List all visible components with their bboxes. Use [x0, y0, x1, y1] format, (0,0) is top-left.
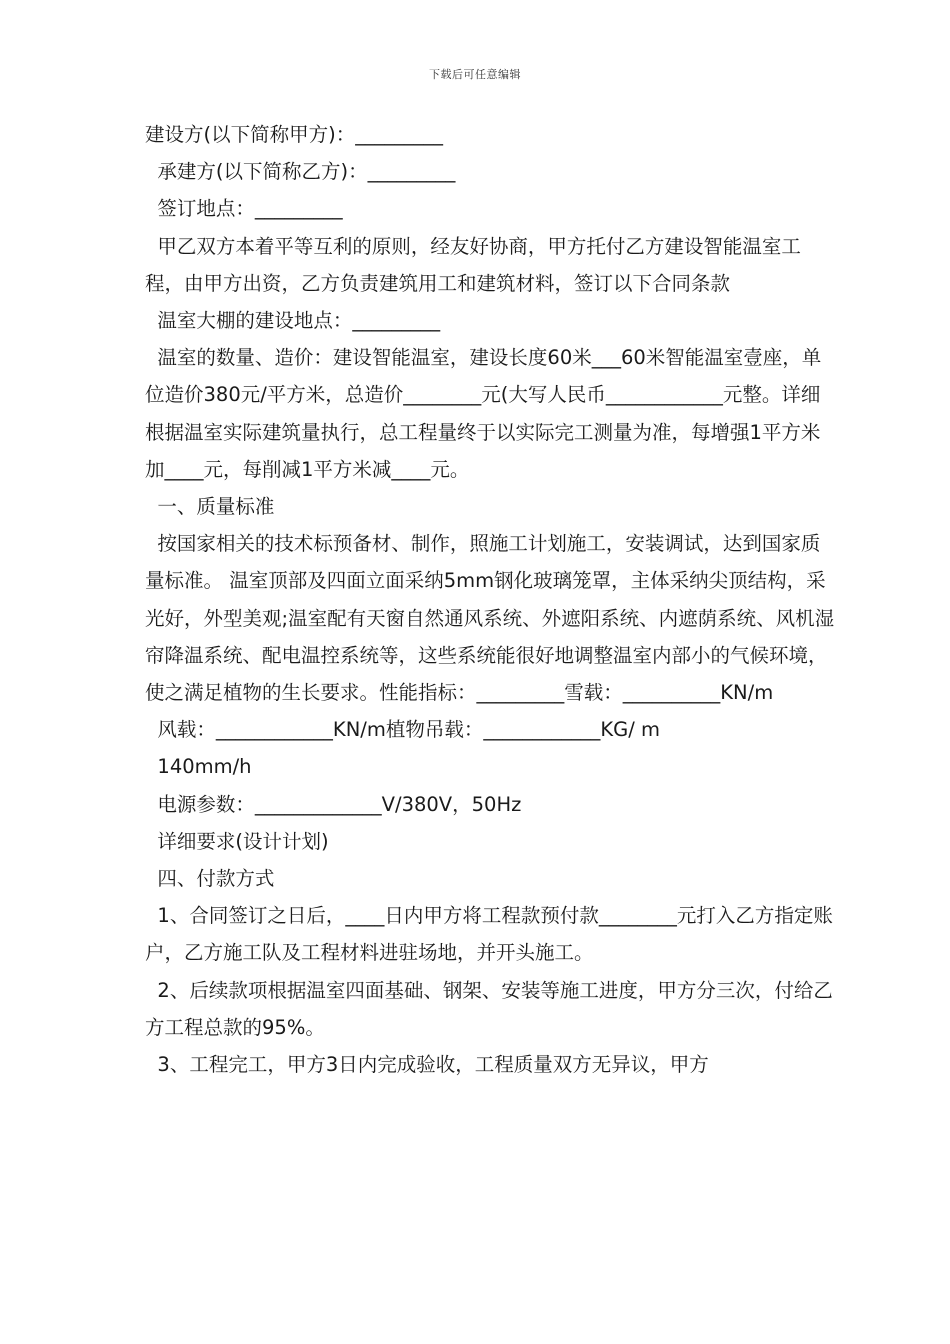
payment-clause-3: 3、工程完工，甲方3日内完成验收，工程质量双方无异议，甲方 — [145, 1053, 709, 1077]
party-a-line: 建设方(以下简称甲方)：_________ — [145, 123, 443, 146]
section-heading-quality: 一、质量标准 — [145, 495, 275, 519]
signing-place-line: 签订地点：_________ — [145, 197, 343, 221]
preamble-paragraph: 甲乙双方本着平等互利的原则，经友好协商，甲方托付乙方建设智能温室工程，由甲方出资，乙方负责建筑用工和建筑材料，签订以下合同条款 — [145, 234, 801, 295]
rain-line: 140mm/h — [145, 755, 252, 779]
site-location-line: 温室大棚的建设地点：_________ — [145, 309, 441, 333]
party-b-line: 承建方(以下简称乙方)：_________ — [145, 160, 456, 184]
section-heading-payment: 四、付款方式 — [145, 867, 275, 891]
page-header-note: 下载后可任意编辑 — [429, 68, 521, 81]
quality-paragraph: 按国家相关的技术标预备材、制作，照施工计划施工，安装调试，达到国家质量标准。 温室顶部及四面立面采纳5mm钢化玻璃笼罩，主体采纳尖顶结构，采光好，外型美观;温室配有天窗自然通风系统、外遮阳系统、内遮荫系统、风机湿帘降温系统、配电温控系统等，这些系统能很好地调整温室内部小的气候环境，使之满足植物的生长要求。性能指标：_________雪载：__________KN/m — [145, 532, 835, 705]
detailed-requirements-line: 详细要求(设计计划) — [145, 829, 329, 853]
contract-body — [145, 116, 835, 1083]
wind-load-line: 风载：____________KN/m植物吊载：____________KG/ m — [145, 718, 661, 742]
power-parameters-line: 电源参数：_____________V/380V，50Hz — [145, 792, 522, 816]
quantity-price-paragraph: 温室的数量、造价：建设智能温室，建设长度60米___60米智能温室壹座，单位造价380元/平方米，总造价________元(大写人民币____________元整。详细根据温室实际建筑量执行，总工程量终于以实际完工测量为准，每增强1平方米加____元，每削减1平方米减____元。 — [145, 346, 822, 481]
payment-clause-2: 2、后续款项根据温室四面基础、钢架、安装等施工进度，甲方分三次，付给乙方工程总款的95%。 — [145, 978, 833, 1039]
payment-clause-1: 1、合同签订之日后，____日内甲方将工程款预付款________元打入乙方指定账户，乙方施工队及工程材料进驻场地，并开头施工。 — [145, 904, 833, 965]
